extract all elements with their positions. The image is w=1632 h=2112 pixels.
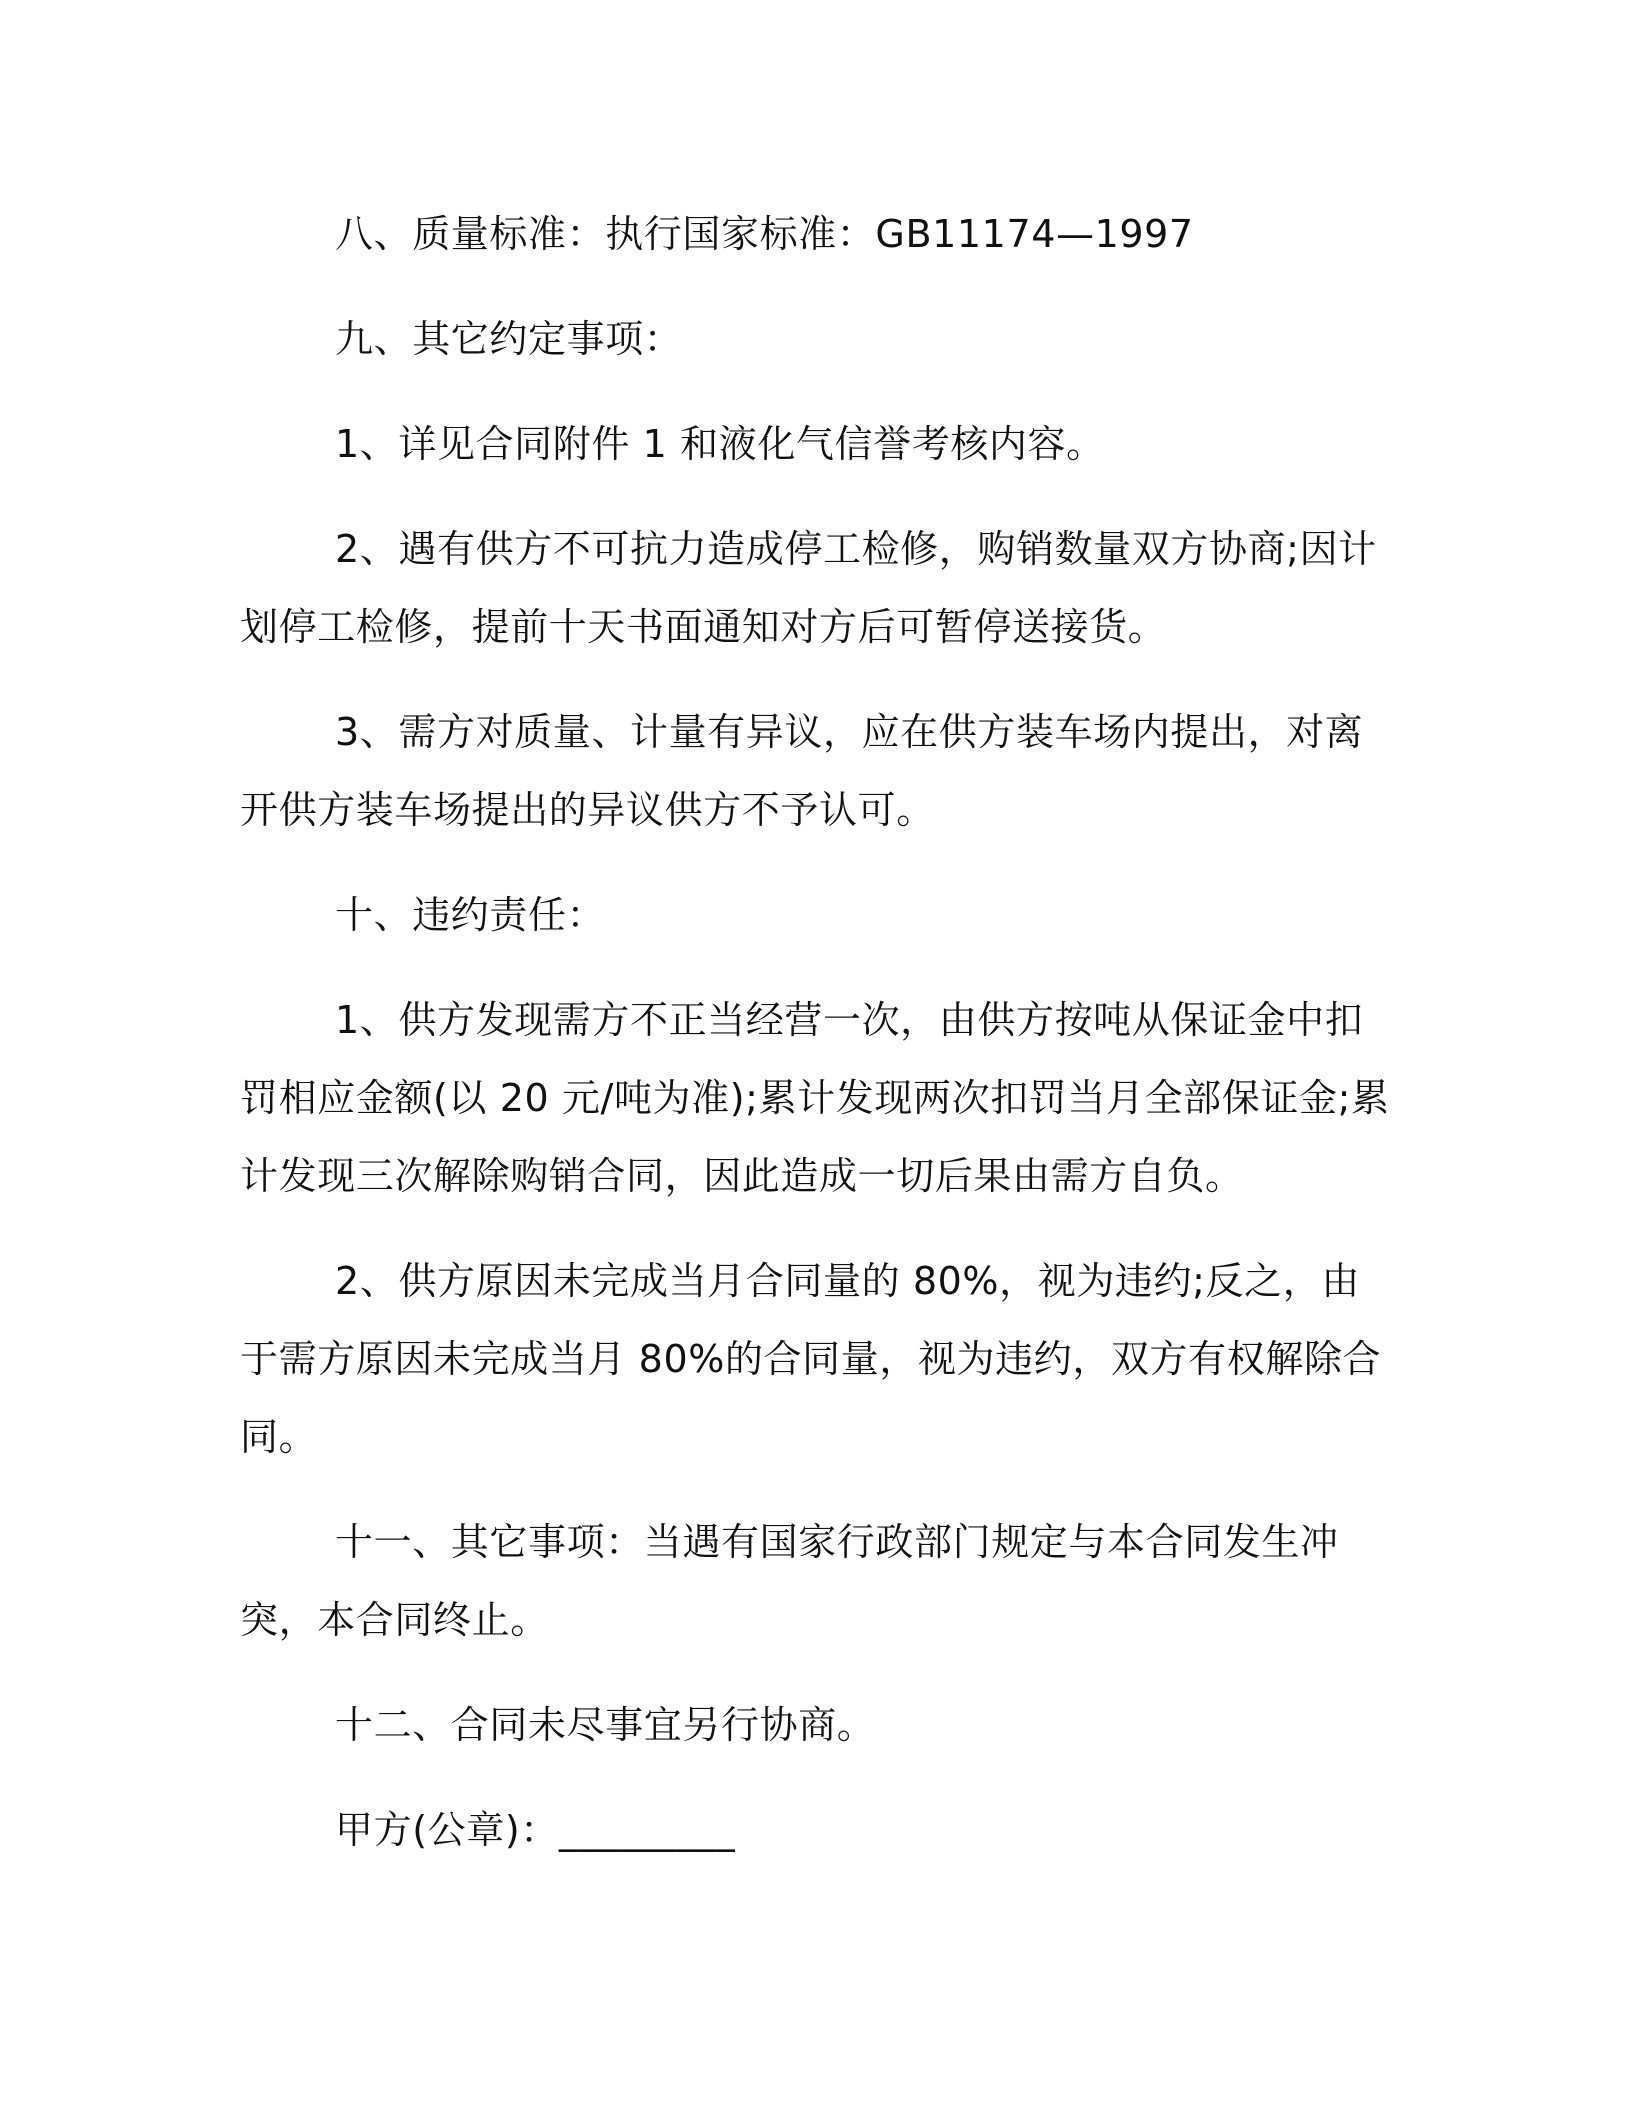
quality-standard-clause: 八、质量标准：执行国家标准：GB11174—1997 xyxy=(335,212,1194,256)
document-body xyxy=(240,195,1392,1869)
other-agreements-item-3: 3、需方对质量、计量有异议，应在供方装车场内提出，对离开供方装车场提出的异议供方不予认可。 xyxy=(240,710,1364,832)
breach-liability-item-1: 1、供方发现需方不正当经营一次，由供方按吨从保证金中扣罚相应金额(以 20 元/吨为准);累计发现两次扣罚当月全部保证金;累计发现三次解除购销合同，因此造成一切后果由需方自负。 xyxy=(240,998,1390,1198)
breach-liability-heading: 十、违约责任： xyxy=(335,893,606,937)
other-agreements-heading: 九、其它约定事项： xyxy=(335,317,683,361)
other-agreements-item-1: 1、详见合同附件 1 和液化气信誉考核内容。 xyxy=(335,422,1105,466)
other-matters-clause: 十一、其它事项：当遇有国家行政部门规定与本合同发生冲突，本合同终止。 xyxy=(240,1520,1339,1642)
breach-liability-item-2: 2、供方原因未完成当月合同量的 80%，视为违约;反之，由于需方原因未完成当月 80%的合同量，视为违约，双方有权解除合同。 xyxy=(240,1259,1382,1459)
party-a-seal-line: 甲方(公章)：_________ xyxy=(335,1808,736,1852)
other-agreements-item-2: 2、遇有供方不可抗力造成停工检修，购销数量双方协商;因计划停工检修，提前十天书面通知对方后可暂停送接货。 xyxy=(240,527,1377,649)
unresolved-matters-clause: 十二、合同未尽事宜另行协商。 xyxy=(335,1703,876,1747)
